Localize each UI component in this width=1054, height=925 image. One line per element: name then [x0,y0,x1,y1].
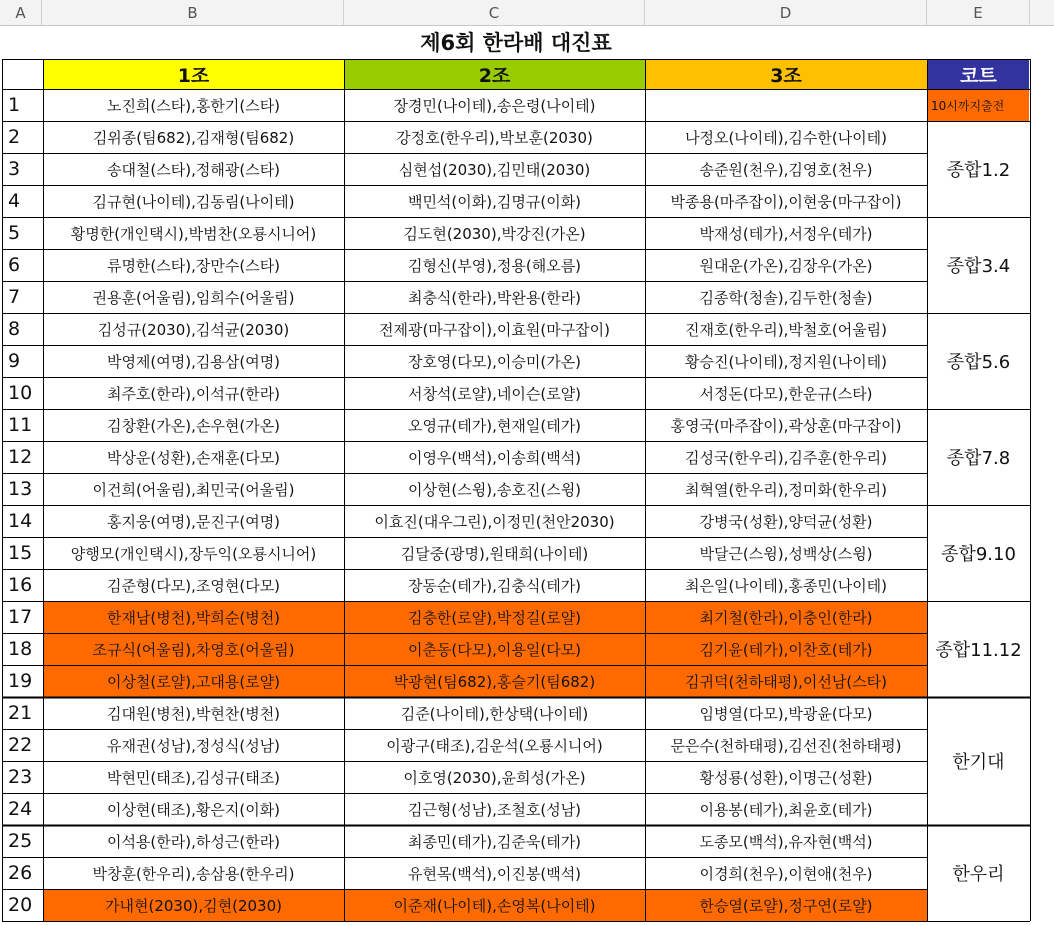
team-pair-cell[interactable]: 심현섭(2030),김민태(2030) [398,160,591,179]
team-pair-cell[interactable]: 송대철(스타),정해광(스타) [106,160,281,179]
team-pair-cell[interactable]: 최주호(한라),이석규(한라) [106,384,281,403]
team-pair-cell[interactable]: 이광구(태조),김운석(오룡시니어) [386,736,603,755]
team-pair-cell[interactable]: 임병열(다모),박광윤(다모) [699,704,873,723]
row-number[interactable]: 24 [8,798,33,820]
team-pair-cell[interactable]: 송준원(천우),김영호(천우) [699,160,873,179]
team-pair-cell[interactable]: 이상철(로얄),고대용(로얄) [43,665,344,697]
team-pair-cell[interactable]: 진재호(한우리),박철호(어울림) [684,320,888,339]
team-pair-cell[interactable]: 문은수(천하태평),김선진(천하태평) [670,736,902,755]
corner-cell[interactable] [2,59,42,89]
team-pair-cell[interactable]: 원대운(가온),김장우(가온) [699,256,873,275]
court-assignment[interactable]: 종합9.10 [941,544,1016,565]
group3-header[interactable]: 3조 [645,59,927,89]
team-pair-cell[interactable]: 강정호(한우리),박보훈(2030) [396,128,593,147]
column-header-a[interactable]: A [0,0,42,26]
team-pair-cell[interactable]: 박종용(마주잡이),이현웅(마구잡이) [670,192,902,211]
team-pair-cell[interactable]: 김기윤(테가),이찬호(테가) [645,633,927,665]
team-pair-cell[interactable]: 김대원(병천),박현찬(병천) [106,704,281,723]
team-pair-cell[interactable]: 이상현(태조),황은지(이화) [106,800,281,819]
row-number[interactable]: 11 [8,414,33,436]
team-pair-cell[interactable]: 오영규(테가),현재일(테가) [407,416,582,435]
row-number[interactable]: 4 [8,190,21,212]
row-number[interactable]: 12 [8,446,33,468]
team-pair-cell[interactable]: 한승열(로얄),정구연(로얄) [645,889,927,921]
team-pair-cell[interactable]: 김규현(나이테),김동림(나이테) [92,192,295,211]
row-number[interactable]: 19 [8,670,33,692]
court-assignment[interactable]: 종합1.2 [946,160,1011,181]
team-pair-cell[interactable]: 전제광(마구잡이),이효원(마구잡이) [378,320,611,339]
team-pair-cell[interactable]: 김도현(2030),박강진(가온) [403,224,586,243]
court-assignment[interactable]: 한우리 [952,864,1005,885]
team-pair-cell[interactable]: 백민석(이화),김명규(이화) [407,192,582,211]
team-pair-cell[interactable]: 양행모(개인택시),장두익(오룡시니어) [70,544,317,563]
row-number[interactable]: 18 [8,638,33,660]
row-number[interactable]: 17 [8,606,33,628]
sheet-title[interactable]: 제6회 한라배 대진표 [420,31,612,55]
row-number[interactable]: 5 [8,222,21,244]
team-pair-cell[interactable]: 류명한(스타),장만수(스타) [106,256,281,275]
court-assignment[interactable]: 한기대 [952,752,1005,773]
row-number[interactable]: 26 [8,862,33,884]
team-pair-cell[interactable]: 박광현(팀682),홍슬기(팀682) [344,665,645,697]
team-pair-cell[interactable]: 가내현(2030),김현(2030) [43,889,344,921]
team-pair-cell[interactable]: 장호영(다모),이승미(가온) [407,352,582,371]
row-number[interactable]: 9 [8,350,21,372]
team-pair-cell[interactable]: 장동순(테가),김충식(테가) [407,576,582,595]
team-pair-cell[interactable]: 최은일(나이테),홍종민(나이테) [684,576,888,595]
team-pair-cell[interactable]: 황승진(나이테),정지원(나이테) [684,352,888,371]
group2-header[interactable]: 2조 [344,59,645,89]
team-pair-cell[interactable]: 최충식(한라),박완용(한라) [407,288,582,307]
team-pair-cell[interactable]: 도종모(백석),유자현(백석) [699,832,873,851]
team-pair-cell[interactable]: 이건희(어울림),최민국(어울림) [92,480,295,499]
row-number[interactable]: 6 [8,254,21,276]
team-pair-cell[interactable]: 최기철(한라),이충인(한라) [645,601,927,633]
team-pair-cell[interactable]: 조규식(어울림),차영호(어울림) [43,633,344,665]
team-pair-cell[interactable]: 김귀덕(천하태평),이선남(스타) [645,665,927,697]
row-number[interactable]: 22 [8,734,33,756]
group1-header[interactable]: 1조 [43,59,344,89]
team-pair-cell[interactable]: 황명한(개인택시),박범찬(오룡시니어) [70,224,317,243]
team-pair-cell[interactable]: 이호영(2030),윤희성(가온) [403,768,586,787]
court-assignment[interactable]: 종합7.8 [946,448,1011,469]
row-number[interactable]: 14 [8,510,33,532]
team-pair-cell[interactable]: 김준형(다모),조영현(다모) [106,576,281,595]
row-number[interactable]: 25 [8,830,33,852]
team-pair-cell[interactable]: 노진희(스타),홍한기(스타) [106,96,281,115]
team-pair-cell[interactable]: 박현민(태조),김성규(태조) [106,768,281,787]
team-pair-cell[interactable]: 이효진(대우그린),이정민(천안2030) [374,512,615,531]
row-number[interactable]: 15 [8,542,33,564]
team-pair-cell[interactable]: 이춘동(다모),이용일(다모) [344,633,645,665]
court-assignment[interactable]: 종합5.6 [946,352,1011,373]
team-pair-cell[interactable]: 김성국(한우리),김주훈(한우리) [684,448,888,467]
team-pair-cell[interactable]: 서정돈(다모),한운규(스타) [699,384,873,403]
row-number[interactable]: 16 [8,574,33,596]
row-number[interactable]: 3 [8,158,21,180]
team-pair-cell[interactable]: 박영제(여명),김용삼(여명) [106,352,281,371]
team-pair-cell[interactable]: 최종민(테가),김준욱(테가) [407,832,582,851]
team-pair-cell[interactable]: 이경희(천우),이현애(천우) [699,864,873,883]
team-pair-cell[interactable]: 박상운(성환),손재훈(다모) [106,448,281,467]
team-pair-cell[interactable]: 장경민(나이테),송은령(나이테) [393,96,596,115]
team-pair-cell[interactable]: 이준재(나이테),손영복(나이테) [344,889,645,921]
team-pair-cell[interactable]: 김준(나이테),한상택(나이테) [400,704,589,723]
row-number[interactable]: 8 [8,318,21,340]
team-pair-cell[interactable]: 김달중(광명),원태희(나이테) [400,544,589,563]
row-number[interactable]: 7 [8,286,21,308]
column-header-filler [1030,0,1054,26]
team-pair-cell[interactable]: 박재성(테가),서정우(테가) [699,224,873,243]
team-pair-cell[interactable]: 나정오(나이테),김수한(나이테) [684,128,888,147]
team-pair-cell[interactable]: 박달근(스윙),성백상(스윙) [699,544,873,563]
team-pair-cell[interactable]: 박창훈(한우리),송삼용(한우리) [92,864,295,883]
row-number[interactable]: 21 [8,702,33,724]
team-pair-cell[interactable] [645,89,927,121]
team-pair-cell[interactable]: 유재권(성남),정성식(성남) [106,736,281,755]
court-assignment[interactable]: 종합11.12 [935,640,1022,661]
court-header[interactable]: 코트 [928,59,1029,89]
column-header-e[interactable]: E [927,0,1030,26]
column-header-b[interactable]: B [42,0,344,26]
team-pair-cell[interactable]: 이상현(스윙),송호진(스윙) [407,480,582,499]
team-pair-cell[interactable]: 최혁열(한우리),정미화(한우리) [684,480,888,499]
team-pair-cell[interactable]: 김창환(가온),손우현(가온) [106,416,281,435]
row-number[interactable]: 1 [8,94,21,116]
team-pair-cell[interactable]: 황성룡(성환),이명근(성환) [699,768,873,787]
team-pair-cell[interactable]: 강병국(성환),양덕균(성환) [699,512,873,531]
team-pair-cell[interactable]: 김근형(성남),조철호(성남) [407,800,582,819]
column-header-d[interactable]: D [645,0,927,26]
team-pair-cell[interactable]: 김종학(청솔),김두한(청솔) [699,288,873,307]
row-number[interactable]: 2 [8,126,21,148]
team-pair-cell[interactable]: 서창석(로얄),네이슨(로얄) [407,384,582,403]
team-pair-cell[interactable]: 권용훈(어울림),임희수(어울림) [92,288,295,307]
team-pair-cell[interactable]: 이석용(한라),하성근(한라) [106,832,281,851]
team-pair-cell[interactable]: 이용봉(테가),최윤호(테가) [699,800,873,819]
team-pair-cell[interactable]: 이영우(백석),이송희(백석) [407,448,582,467]
team-pair-cell[interactable]: 김위종(팀682),김재형(팀682) [92,128,295,147]
row-number[interactable]: 10 [8,382,33,404]
team-pair-cell[interactable]: 김충한(로얄),박정길(로얄) [344,601,645,633]
court-note[interactable]: 10시까지출전 [928,90,1029,121]
team-pair-cell[interactable]: 김성규(2030),김석균(2030) [97,320,290,339]
team-pair-cell[interactable]: 한재남(병천),박희순(병천) [43,601,344,633]
team-pair-cell[interactable]: 홍영국(마주잡이),곽상훈(마구잡이) [670,416,902,435]
court-assignment[interactable]: 종합3.4 [946,256,1011,277]
team-pair-cell[interactable]: 김형신(부영),정용(해오름) [407,256,582,275]
row-number[interactable]: 23 [8,766,33,788]
row-number[interactable]: 13 [8,478,33,500]
column-header-c[interactable]: C [344,0,645,26]
team-pair-cell[interactable]: 홍지웅(여명),문진구(여명) [106,512,281,531]
team-pair-cell[interactable]: 유현목(백석),이진봉(백석) [407,864,582,883]
row-number[interactable]: 20 [8,894,33,916]
